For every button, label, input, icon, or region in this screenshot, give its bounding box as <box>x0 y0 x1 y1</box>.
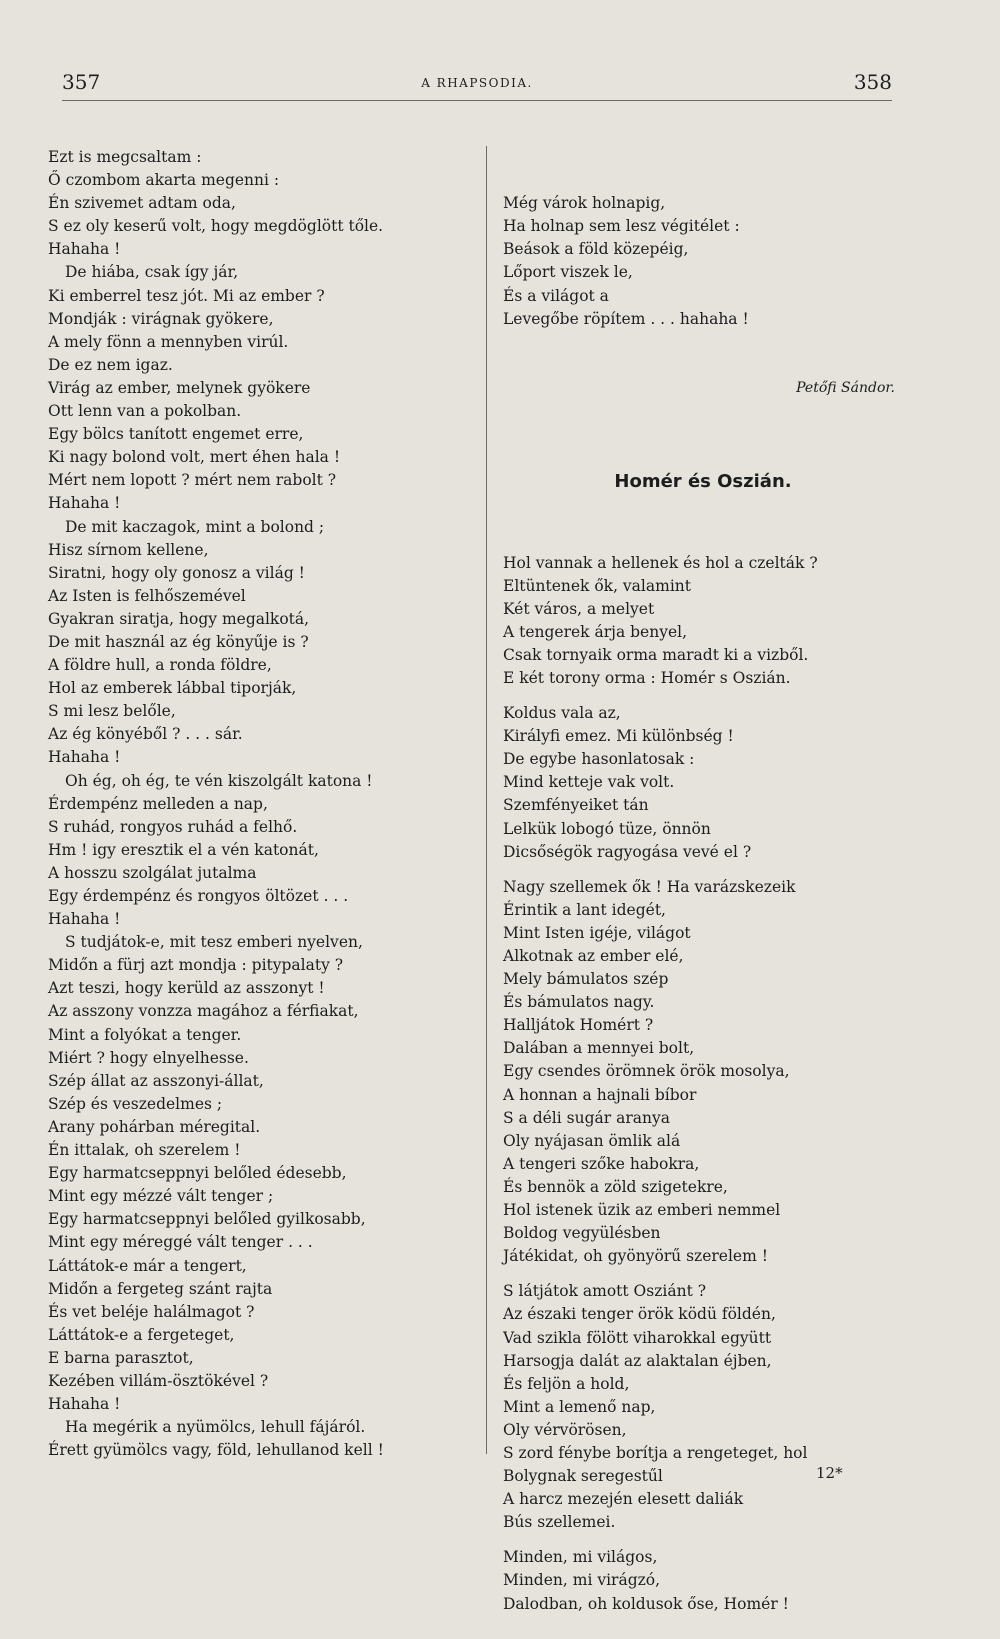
text-line: E barna parasztot, <box>48 1348 194 1367</box>
text-line: De mit kaczagok, mint a bolond ; <box>65 517 325 536</box>
text-line: Mint a folyókat a tenger. <box>48 1025 242 1044</box>
text-line: S mi lesz belőle, <box>48 702 176 721</box>
text-line: A harcz mezején elesett daliák <box>503 1490 744 1509</box>
text-line: Én szivemet adtam oda, <box>48 194 236 213</box>
text-line: De hiába, csak így jár, <box>65 263 239 282</box>
text-line: Beások a föld közepéig, <box>503 240 689 259</box>
text-line: Ezt is megcsaltam : <box>48 148 202 166</box>
text-line: Nagy szellemek ők ! Ha varázskezeik <box>503 877 796 896</box>
text-line: Egy csendes örömnek örök mosolya, <box>503 1062 790 1081</box>
text-line: Ő czombom akarta megenni : <box>48 171 280 190</box>
text-line: Láttátok-e a fergeteget, <box>48 1325 235 1344</box>
page-header <box>62 66 892 101</box>
text-line: Mint a lemenő nap, <box>503 1397 656 1416</box>
left-column <box>48 146 480 1462</box>
text-line: Kezében villám-ösztökével ? <box>48 1371 269 1390</box>
text-line: Virág az ember, melynek gyökere <box>48 378 311 397</box>
text-line: Ha megérik a nyümölcs, lehull fájáról. <box>65 1418 366 1437</box>
page-number-right: 358 <box>853 70 892 94</box>
text-line: E két torony orma : Homér s Oszián. <box>503 668 791 687</box>
text-line: Azt teszi, hogy kerüld az asszonyt ! <box>48 979 325 998</box>
text-line: És a világot a <box>503 286 609 305</box>
text-line: Szép állat az asszonyi-állat, <box>48 1071 264 1090</box>
text-line: Halljátok Homért ? <box>503 1016 654 1035</box>
column-divider <box>486 146 487 1454</box>
text-line: Eltüntenek ők, valamint <box>503 576 691 595</box>
text-line: Mely bámulatos szép <box>503 970 669 989</box>
text-line: Az Isten is felhőszemével <box>48 586 246 605</box>
text-line: Hahaha ! <box>48 240 121 259</box>
text-line: Mondják : virágnak gyökere, <box>48 309 274 328</box>
text-line: Koldus vala az, <box>503 704 621 723</box>
text-line: Hahaha ! <box>48 494 121 513</box>
text-line: Hol istenek üzik az emberi nemmel <box>503 1201 781 1220</box>
text-line: Midőn a fürj azt mondja : pitypalaty ? <box>48 956 344 975</box>
text-line: Az északi tenger örök ködü földén, <box>503 1305 776 1324</box>
text-line: Lőport viszek le, <box>503 263 633 282</box>
stanza-gap <box>503 1268 903 1280</box>
text-line: S látjátok amott Osziánt ? <box>503 1282 707 1301</box>
text-line: Oly vérvörösen, <box>503 1420 627 1439</box>
text-line: Boldog vegyülésben <box>503 1224 661 1243</box>
text-line: Még várok holnapig, <box>503 194 666 213</box>
text-line: Az asszony vonzza magához a férfiakat, <box>48 1002 359 1021</box>
text-line: De egybe hasonlatosak : <box>503 750 695 769</box>
text-line: Mért nem lopott ? mért nem rabolt ? <box>48 471 337 490</box>
poem-title: Homér és Oszián. <box>614 471 792 493</box>
text-line: S tudjátok-e, mit tesz emberi nyelven, <box>65 933 363 952</box>
text-line: Egy harmatcseppnyi belőled édesebb, <box>48 1164 347 1183</box>
text-line: Dalában a mennyei bolt, <box>503 1039 695 1058</box>
page-number-left: 357 <box>62 70 101 94</box>
text-line: Egy érdempénz és rongyos öltözet . . . <box>48 887 349 905</box>
signature: Petőfi Sándor. <box>796 379 895 396</box>
text-line: Hahaha ! <box>48 1395 121 1414</box>
text-line: Minden, mi világos, <box>503 1548 658 1567</box>
text-line: A hosszu szolgálat jutalma <box>48 863 257 882</box>
stanza-gap <box>503 1534 903 1546</box>
text-line: Minden, mi virágzó, <box>503 1571 661 1590</box>
text-line: Csak tornyaik orma maradt ki a vizből. <box>503 645 809 664</box>
text-line: De ez nem igaz. <box>48 355 173 374</box>
text-line: Szemfényeiket tán <box>503 796 649 815</box>
text-line: A mely fönn a mennyben virúl. <box>48 332 289 351</box>
text-line: Érett gyümölcs vagy, föld, lehullanod kell ! <box>48 1441 384 1460</box>
text-line: Ott lenn van a pokolban. <box>48 402 242 421</box>
text-line: Mint Isten igéje, világot <box>503 923 691 942</box>
text-line: S ruhád, rongyos ruhád a felhő. <box>48 817 298 836</box>
text-line: Hol az emberek lábbal tiporják, <box>48 679 297 698</box>
text-line: Láttátok-e már a tengert, <box>48 1256 247 1275</box>
text-line: Mint egy méreggé vált tenger . . . <box>48 1233 313 1252</box>
text-line: Hol vannak a hellenek és hol a czelták ? <box>503 553 818 572</box>
text-line: És vet beléje halálmagot ? <box>48 1302 255 1321</box>
text-line: Oly nyájasan ömlik alá <box>503 1131 681 1150</box>
text-line: Hahaha ! <box>48 748 121 767</box>
running-head: A RHAPSODIA. <box>421 76 533 90</box>
text-line: Ki nagy bolond volt, mert éhen hala ! <box>48 448 341 467</box>
text-line: Levegőbe röpítem . . . hahaha ! <box>503 309 749 328</box>
text-line: Mint egy mézzé vált tenger ; <box>48 1187 274 1206</box>
text-line: Én ittalak, oh szerelem ! <box>48 1141 241 1160</box>
text-line: Alkotnak az ember elé, <box>503 947 684 965</box>
text-line: A tengerek árja benyel, <box>503 622 688 641</box>
signature-mark: 12* <box>816 1464 843 1482</box>
text-line: Hisz sírnom kellene, <box>48 540 209 559</box>
text-line: Ki emberrel tesz jót. Mi az ember ? <box>48 286 325 305</box>
text-line: Bolygnak seregestűl <box>503 1467 663 1486</box>
text-line: Bús szellemei. <box>503 1513 616 1532</box>
text-line: Szép és veszedelmes ; <box>48 1094 223 1113</box>
text-line: Ha holnap sem lesz végitélet : <box>503 217 740 236</box>
text-line: És bámulatos nagy. <box>503 993 655 1012</box>
text-line: Lelkük lobogó tüze, önnön <box>503 819 711 838</box>
text-line: Két város, a melyet <box>503 599 655 618</box>
text-line: Miért ? hogy elnyelhesse. <box>48 1048 249 1067</box>
text-line: Hm ! igy eresztik el a vén katonát, <box>48 840 319 859</box>
text-line: Az ég könyéből ? . . . sár. <box>48 725 243 744</box>
text-line: Dicsőségök ragyogása vevé el ? <box>503 842 752 861</box>
text-line: S ez oly keserű volt, hogy megdöglött tőle. <box>48 217 384 236</box>
text-line: Dalodban, oh koldusok őse, Homér ! <box>503 1594 789 1613</box>
stanza-gap <box>503 864 903 876</box>
text-line: Egy bölcs tanított engemet erre, <box>48 425 304 444</box>
poem-ending <box>503 192 903 331</box>
text-line: És feljön a hold, <box>503 1374 630 1393</box>
text-line: A tengeri szőke habokra, <box>503 1154 700 1173</box>
text-line: Érdempénz melleden a nap, <box>48 794 268 813</box>
text-line: Vad szikla fölött viharokkal együtt <box>503 1328 772 1347</box>
text-line: S zord fénybe borítja a rengeteget, hol <box>503 1443 808 1462</box>
text-line: A honnan a hajnali bíbor <box>503 1085 697 1104</box>
stanza-gap <box>503 690 903 702</box>
poem-stanzas <box>503 552 903 1616</box>
text-line: Midőn a fergeteg szánt rajta <box>48 1279 273 1298</box>
text-line: Egy harmatcseppnyi belőled gyilkosabb, <box>48 1210 366 1229</box>
right-column <box>503 146 903 1639</box>
text-line: S a déli sugár aranya <box>503 1108 670 1127</box>
text-line: Arany pohárban méregital. <box>48 1117 261 1136</box>
text-line: Gyakran siratja, hogy megalkotá, <box>48 609 310 628</box>
text-line: De mit használ az ég könyűje is ? <box>48 632 309 651</box>
text-line: Mind ketteje vak volt. <box>503 773 675 792</box>
text-line: Oh ég, oh ég, te vén kiszolgált katona ! <box>65 771 373 790</box>
text-line: Királyfi emez. Mi különbség ! <box>503 727 734 746</box>
text-line: És bennök a zöld szigetekre, <box>503 1177 728 1196</box>
text-line: Játékidat, oh gyönyörű szerelem ! <box>503 1247 768 1266</box>
text-line: Siratni, hogy oly gonosz a világ ! <box>48 563 305 582</box>
text-line: A földre hull, a ronda földre, <box>48 656 272 675</box>
text-line: Hahaha ! <box>48 910 121 929</box>
text-line: Harsogja dalát az alaktalan éjben, <box>503 1351 772 1370</box>
text-line: Érintik a lant idegét, <box>503 900 666 919</box>
